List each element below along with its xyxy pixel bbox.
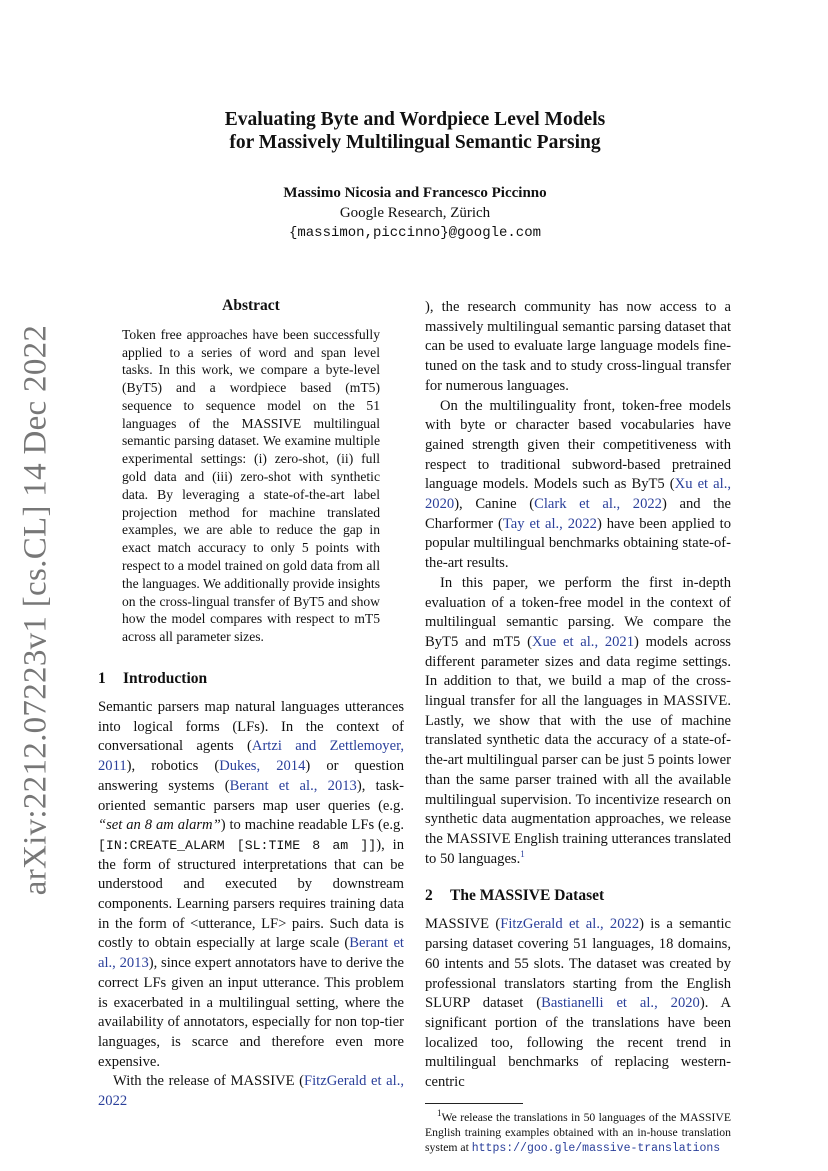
author-names: Massimo Nicosia and Francesco Piccinno <box>283 185 547 201</box>
footnote-url-link[interactable]: https://goo.gle/massive-translations <box>471 1141 721 1155</box>
abstract-text: Token free approaches have been successfully applied to a series of word and span level tasks. In this work, we compare a byte-level (ByT5) and a wordpiece based (mT5) sequence to sequence model on the 51 languages of the MASSIVE multilingual semantic parsing dataset. We examine multiple experimental settings: (i) zero-shot, (ii) full gold data and (iii) zero-shot with synthetic data. By leveraging a state-of-the-art label projection method for machine translated examples, we are able to reduce the gap in exact match accuracy to only 5 points with respect to a model trained on gold data from all the languages. We additionally provide insights on the cross-lingual transfer of ByT5 and show how the model compares with respect to mT5 across all parameter sizes. <box>122 326 380 645</box>
citation-link[interactable]: Dukes, 2014 <box>219 758 306 775</box>
citation-link[interactable]: Bastianelli et al., 2020 <box>541 995 700 1012</box>
citation-link[interactable]: Xu et al., 2020 <box>425 476 731 513</box>
title-line-1: Evaluating Byte and Wordpiece Level Models <box>224 109 606 130</box>
citation-link[interactable]: Xue et al., 2021 <box>531 633 635 650</box>
citation-link[interactable]: Artzi and Zettlemoyer, 2011 <box>98 738 404 775</box>
section-2-title: The MASSIVE Dataset <box>450 887 605 905</box>
example-query: “set an 8 am alarm” <box>98 817 221 834</box>
section-1-number: 1 <box>98 670 106 688</box>
section-2-number: 2 <box>425 887 433 905</box>
section-1-heading <box>98 668 404 690</box>
citation-link[interactable]: Clark et al., 2022 <box>534 496 662 513</box>
email: {massimon,piccinno}@google.com <box>288 225 542 241</box>
footnote-1: $^1$We release the translations in 50 languages of the MASSIVE English training examples obtained with an in-house translation system at https://goo.gle/massive-translations <box>425 1107 731 1155</box>
intro-paragraph-2-continued: ), the research community has now access to a massively multilingual semantic parsing dataset that can be used to evaluate large language models fine-tuned on the task and to study cross-lingual transfer for numerous languages. <box>425 299 731 394</box>
intro-paragraph-2: With the release of MASSIVE (FitzGerald et al., 2022 <box>98 1073 404 1110</box>
arxiv-identifier-text: arXiv:2212.07223v1 [cs.CL] 14 Dec 2022 <box>17 324 54 896</box>
intro-paragraph-1: Semantic parsers map natural languages utterances into logical forms (LFs). In the context of conversational agents (Artzi and Zettlemoyer, 2011), robotics (Dukes, 2014) or question answering systems (Berant et al., 2013), task-oriented semantic parsers map user queries (e.g. “set an 8 am alarm”) to machine readable LFs (e.g. [IN:CREATE_ALARM [SL:TIME 8 am ]]), in the form of structured interpretations that can be understood and executed by downstream components. Learning parsers requires training data in the form of <utterance, LF> pairs. Such data is costly to obtain especially at large scale (Berant et al., 2013), since expert annotators have to derive the correct LFs given an input utterance. This problem is exacerbated in a multilingual setting, where the availability of annotators, especially for non top-tier languages, is scarce and therefore even more expensive. <box>98 699 404 1070</box>
citation-link[interactable]: Tay et al., 2022 <box>502 515 597 532</box>
footnote-divider <box>425 1103 523 1104</box>
section-2-paragraph-1: MASSIVE (FitzGerald et al., 2022) is a semantic parsing dataset covering 51 languages, 18 domains, 60 intents and 55 slots. The dataset was created by professional translators starting from the English SLURP dataset (Bastianelli et al., 2020). A significant portion of the translations have been localized too, following the recent trend in multilingual benchmarks of replacing western-centric <box>425 916 732 1091</box>
section-1-title: Introduction <box>123 670 208 688</box>
right-column <box>425 298 731 1156</box>
arxiv-identifier <box>16 324 56 896</box>
citation-link[interactable]: Berant et al., 2013 <box>98 935 404 972</box>
citation-link[interactable]: Berant et al., 2013 <box>229 777 357 794</box>
intro-paragraph-4: In this paper, we perform the first in-depth evaluation of a token-free model in the context of multilingual semantic parsing. We compare the ByT5 and mT5 (Xue et al., 2021) models across different parameter sizes and data regime settings. In addition to that, we build a map of the cross-lingual transfer for all the languages in MASSIVE. Lastly, we show that with the use of machine translated synthetic data the accuracy of a state-of-the-art multilingual parser can be just 5 points lower than the same parser trained with all the available multilingual supervision. To incentivize research on synthetic data augmentation approaches, we release the MASSIVE English training utterances translated to 50 languages.$^1$ <box>425 574 731 867</box>
footnote-1-mark: 1 <box>437 1107 442 1118</box>
title-line-2: for Massively Multilingual Semantic Parsing <box>229 132 601 153</box>
abstract-heading: Abstract <box>222 297 280 314</box>
section-2-heading <box>425 885 731 907</box>
citation-link[interactable]: FitzGerald et al., 2022 <box>98 1073 404 1110</box>
intro-paragraph-3: On the multilinguality front, token-free models with byte or character based vocabularies have gained strength given their competitiveness with respect to traditional subword-based pretrained language models. Models such as ByT5 (Xu et al., 2020), Canine (Clark et al., 2022) and the Charformer (Tay et al., 2022) have been applied to popular multilingual benchmarks obtaining state-of-the-art results. <box>425 397 731 572</box>
abstract <box>122 326 380 646</box>
paper-title <box>150 108 680 154</box>
left-column <box>98 296 404 1112</box>
footnote-marker[interactable]: 1 <box>520 848 525 859</box>
affiliation: Google Research, Zürich <box>339 205 491 221</box>
author-block <box>150 183 680 243</box>
citation-link[interactable]: FitzGerald et al., 2022 <box>500 916 640 933</box>
example-logical-form: [IN:CREATE_ALARM [SL:TIME 8 am ]] <box>98 837 377 853</box>
